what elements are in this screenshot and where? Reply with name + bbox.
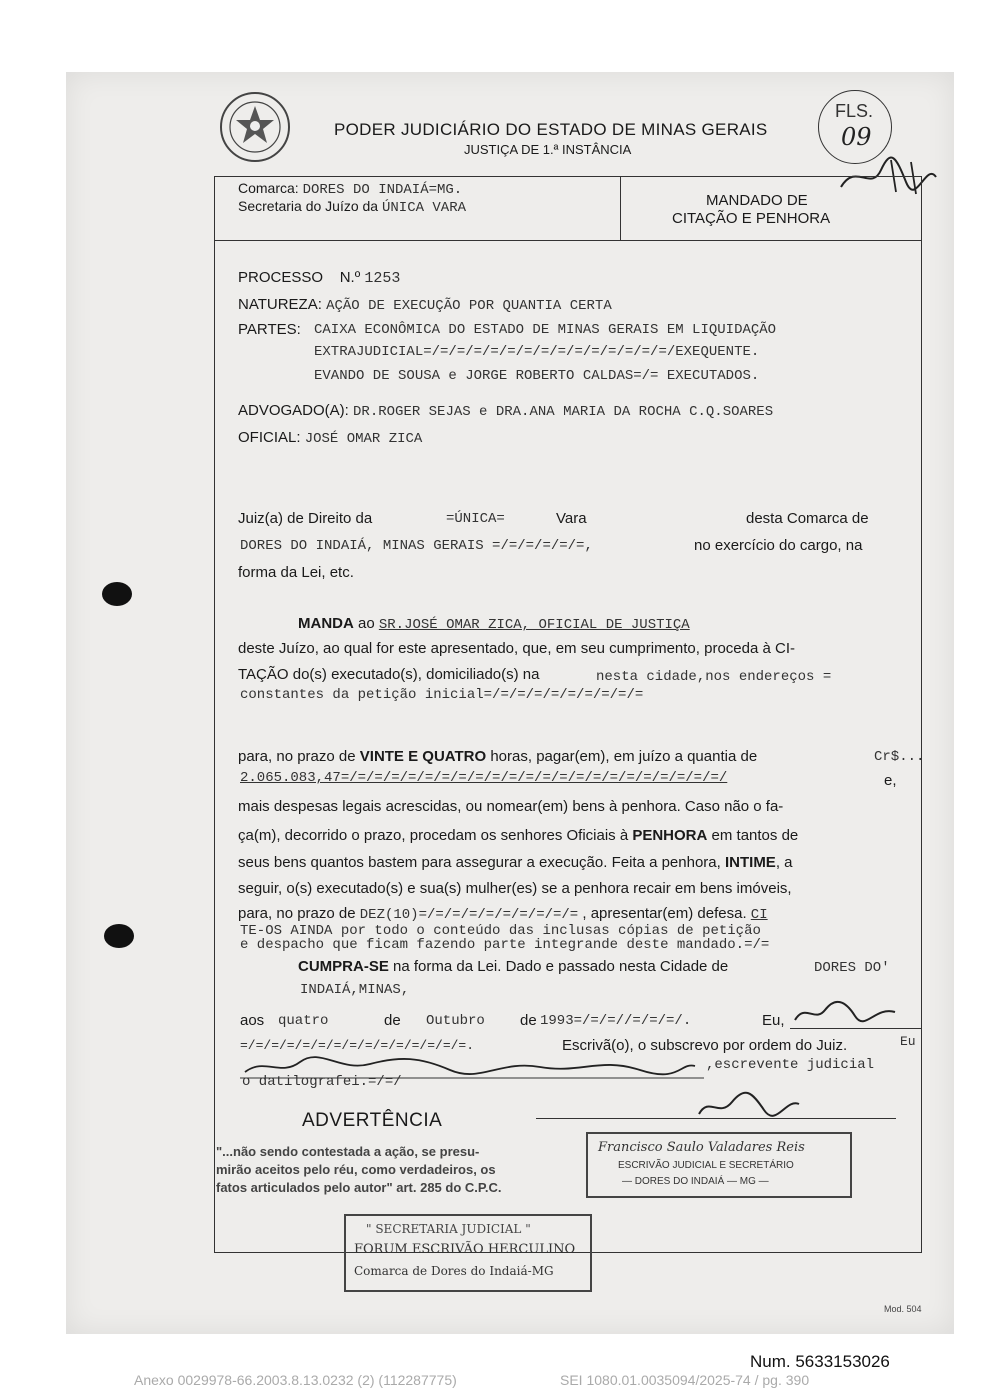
aos-label: aos [240,1012,265,1029]
exercicio-text: no exercício do cargo, na [694,537,863,554]
line-h [238,905,768,923]
cumpra-text: na forma da Lei. Dado e passado nesta Cidade de [393,958,729,975]
secretaria-value: ÚNICA VARA [381,200,466,216]
punch-hole [102,582,132,606]
line-i: TE-OS AINDA por todo o conteúdo das inclusas cópias de petição [240,923,761,939]
advogado-value: DR.ROGER SEJAS e DRA.ANA MARIA DA ROCHA C.Q.SOARES [353,404,774,420]
line-a: deste Juízo, ao qual for este apresentado, que, em seu cumprimento, proceda à CI- [238,640,795,657]
escrivao-name: Francisco Saulo Valadares Reis [598,1140,805,1155]
secretaria-label: Secretaria do Juízo da [238,198,379,214]
line-f-2: , a [775,854,793,871]
line-h-value: DEZ(10)=/=/=/=/=/=/=/=/=/= [359,907,579,923]
line-h-cite: CI [750,907,768,923]
partes-line-1: CAIXA ECONÔMICA DO ESTADO DE MINAS GERAIS EM LIQUIDAÇÃO [314,322,777,338]
mes-value: Outubro [426,1013,485,1029]
header-title: PODER JUDICIÁRIO DO ESTADO DE MINAS GERAIS [334,120,768,139]
eu-label: Eu, [762,1012,785,1029]
line-g: seguir, o(s) executado(s) e sua(s) mulher(es) se a penhora recair em bens imóveis, [238,880,792,897]
fls-label: FLS. [835,101,874,121]
advertencia-line-3: fatos articulados pelo autor" art. 285 do C.P.C. [216,1180,502,1195]
partes-label: PARTES: [238,321,301,338]
line-h-1: para, no prazo de [238,905,356,922]
forum-line-1: " SECRETARIA JUDICIAL " [366,1222,531,1236]
natureza-line [238,296,612,314]
advogado-line [238,402,773,420]
oficial-line [238,429,422,447]
prazo-b: horas, pagar(em), em juízo a quantia de [490,748,758,765]
line-e-1: ça(m), decorrido o prazo, procedam os senhores Oficiais à [238,827,629,844]
escrevente-text: ,escrevente judicial [706,1057,875,1073]
punch-hole [104,924,134,948]
escrivao-place: — DORES DO INDAIÁ — MG — [622,1176,769,1187]
cumpra-line [298,958,728,975]
prazo-bold: VINTE E QUATRO [359,748,487,765]
fls-number: 09 [841,123,872,151]
quantia-end: e, [884,772,897,789]
signature-judge-icon [694,1088,804,1122]
de2-label: de [520,1012,537,1029]
escrivao-role: ESCRIVÃO JUDICIAL E SECRETÁRIO [618,1160,794,1171]
signature-line [790,1028,922,1029]
advogado-label: ADVOGADO(A): [238,402,349,419]
line-f [238,854,793,871]
local-value: DORES DO INDAIÁ, MINAS GERAIS =/=/=/=/=/=, [240,538,593,554]
partes-line-2: EXTRAJUDICIAL=/=/=/=/=/=/=/=/=/=/=/=/=/=/=/EXEQUENTE. [314,344,760,360]
numero-value: 1253 [364,270,401,287]
escriva-text: Escrivã(o), o subscrevo por ordem do Juiz. [562,1037,848,1054]
manda-line [298,615,690,633]
secretaria-line [238,198,466,216]
header-subtitle: JUSTIÇA DE 1.ª INSTÂNCIA [464,142,632,157]
numero-label: N.º [339,269,361,286]
document-sheet [66,72,954,1334]
line-b: TAÇÃO do(s) executado(s), domiciliado(s) na [238,666,540,683]
comarca-value: DORES DO INDAIÁ=MG. [302,182,463,198]
line-e-bold: PENHORA [632,827,708,844]
forum-stamp [344,1214,592,1292]
natureza-label: NATUREZA: [238,296,322,313]
divider [620,176,621,240]
dia-value: quatro [278,1013,329,1029]
dash-line: =/=/=/=/=/=/=/=/=/=/=/=/=/=/=. [240,1038,475,1053]
doc-type-2: CITAÇÃO E PENHORA [672,210,831,227]
line-h-2: , apresentar(em) defesa. [582,905,747,922]
juiz-label: Juiz(a) de Direito da [238,510,373,527]
manda-ao: ao [358,615,375,632]
cidade-2: INDAIÁ,MINAS, [300,982,410,998]
ano-value: 1993=/=/=//=/=/=/. [540,1013,692,1029]
processo-line [238,269,400,287]
cumpra-bold: CUMPRA-SE [298,958,389,975]
line-f-1: seus bens quantos bastem para assegurar a execução. Feita a penhora, [238,854,721,871]
comarca-text: desta Comarca de [746,510,869,527]
footer-num: Num. 5633153026 [750,1352,890,1371]
escrivao-stamp [586,1132,852,1198]
vara-value: =ÚNICA= [446,511,505,527]
divider [214,240,922,241]
signature-escrivao-icon [790,998,900,1028]
oficial-value: JOSÉ OMAR ZICA [304,431,423,447]
datilo-text: o datilografei.=/=/ [242,1074,402,1090]
advertencia-title: ADVERTÊNCIA [302,1110,443,1131]
comarca-label: Comarca: [238,180,299,196]
line-d: mais despesas legais acrescidas, ou nomear(em) bens à penhora. Caso não o fa- [238,798,784,815]
manda-label: MANDA [298,615,354,632]
vara-label: Vara [556,510,587,527]
model-code: Mod. 504 [884,1304,922,1314]
doc-type-1: MANDADO DE [706,192,808,209]
quantia-1: Cr$... [874,749,925,765]
prazo-line [238,748,757,765]
line-c-value: constantes da petição inicial=/=/=/=/=/=/=/=/=/= [240,687,644,703]
manda-value: SR.JOSÉ OMAR ZICA, OFICIAL DE JUSTIÇA [378,617,690,633]
advertencia-line-1: "...não sendo contestada a ação, se presu- [216,1144,480,1159]
cidade-1: DORES DO' [814,960,890,976]
forum-line-2: FORUM ESCRIVÃO HERCULINO [354,1242,576,1257]
forum-line-3: Comarca de Dores do Indaiá-MG [354,1264,554,1278]
advertencia-line-2: mirão aceitos pelo réu, como verdadeiros, os [216,1162,496,1177]
natureza-value: AÇÃO DE EXECUÇÃO POR QUANTIA CERTA [326,298,612,314]
coat-of-arms-icon [218,90,292,164]
comarca-line [238,180,462,198]
line-f-bold: INTIME [724,854,776,871]
eu-2: Eu [900,1034,916,1049]
footer-sei: SEI 1080.01.0035094/2025-74 / pg. 390 [560,1372,810,1388]
partes-line-3: EVANDO DE SOUSA e JORGE ROBERTO CALDAS=/= EXECUTADOS. [314,368,760,384]
line-e [238,827,798,844]
footer-anexo: Anexo 0029978-66.2003.8.13.0232 (2) (112287775) [134,1372,457,1388]
de1-label: de [384,1012,401,1029]
oficial-label: OFICIAL: [238,429,301,446]
quantia-2: 2.065.083,47=/=/=/=/=/=/=/=/=/=/=/=/=/=/=/=/=/=/=/=/=/=/=/ [240,770,728,786]
line-j: e despacho que ficam fazendo parte integrande deste mandado.=/= [240,937,770,953]
line-b-value: nesta cidade,nos endereços = [596,669,832,685]
processo-label: PROCESSO [238,269,324,286]
line-e-2: em tantos de [711,827,799,844]
forma-text: forma da Lei, etc. [238,564,354,581]
prazo-a: para, no prazo de [238,748,356,765]
